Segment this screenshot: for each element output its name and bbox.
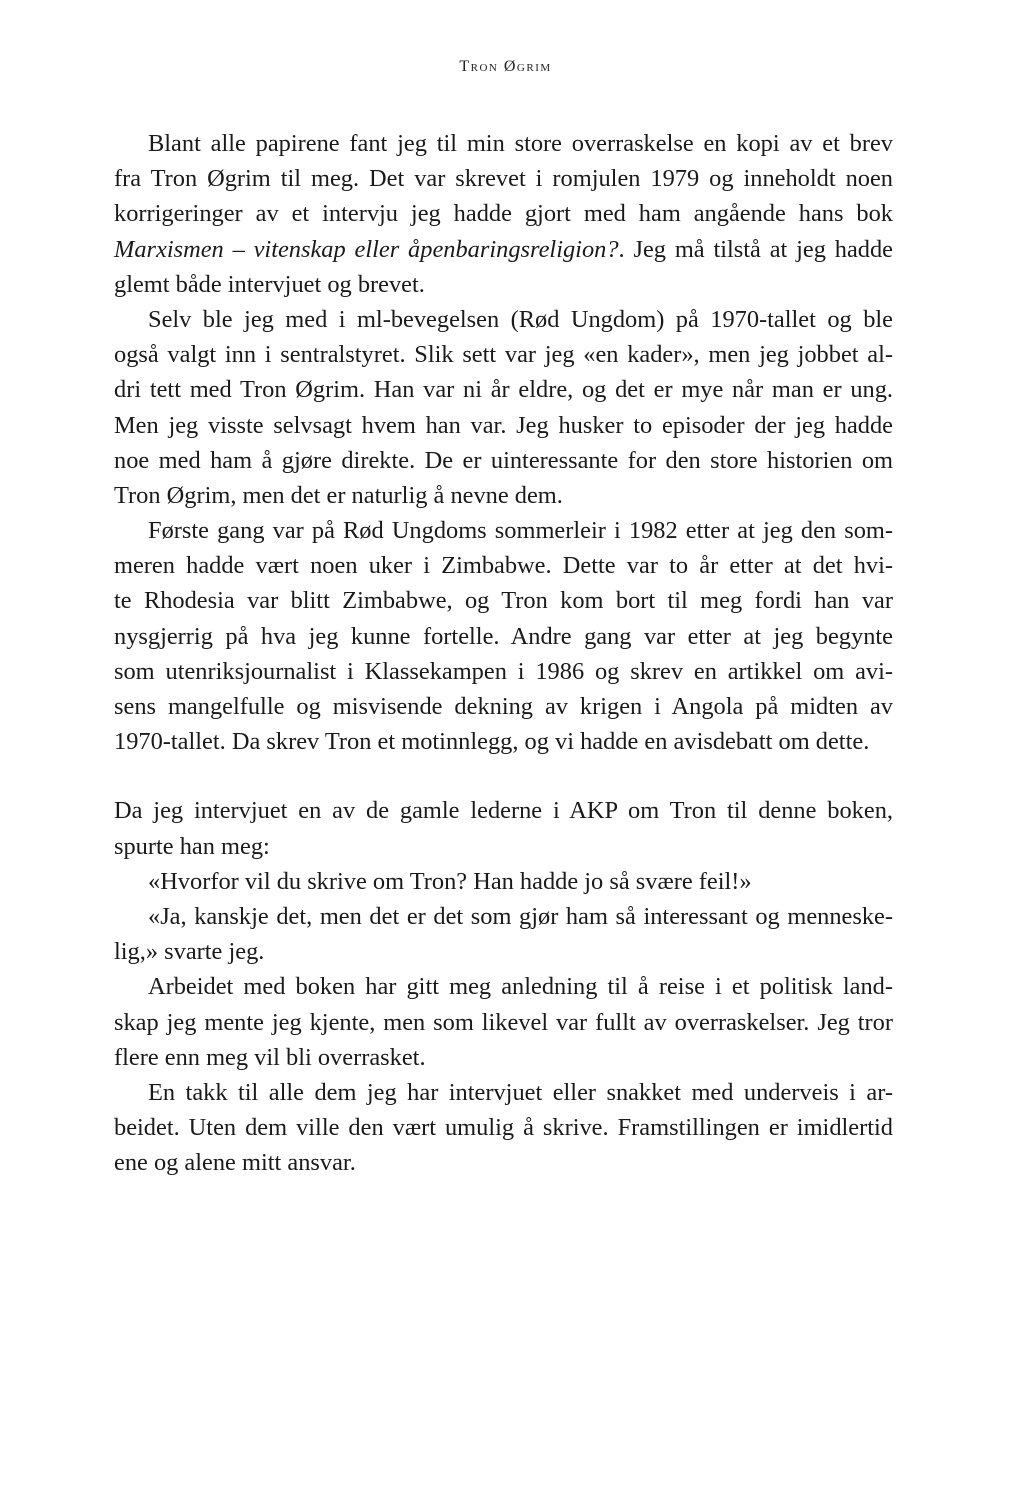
text-line: ene og alene mitt ansvar. bbox=[114, 1149, 356, 1177]
text-line: Tron Øgrim, men det er naturlig å nevne dem. bbox=[114, 481, 563, 509]
text-line: korrigeringer av et intervju jeg hadde gjort med ham angående hans bok bbox=[114, 200, 893, 228]
text-line: sens mangelfulle og misvisende dekning av krigen i Angola på midten av bbox=[114, 693, 893, 720]
running-head: Tron Øgrim bbox=[459, 58, 552, 75]
text-line: dri tett med Tron Øgrim. Han var ni år eldre, og det er mye når man er ung. bbox=[114, 376, 893, 404]
text-line: også valgt inn i sentralstyret. Slik sett var jeg «en kader», men jeg jobbet al- bbox=[114, 341, 893, 369]
text-line: Men jeg visste selvsagt hvem han var. Jeg husker to episoder der jeg hadde bbox=[114, 411, 893, 439]
text-line bbox=[114, 232, 893, 267]
text-line: «Ja, kanskje det, men det er det som gjør ham så interessant og menneske- bbox=[148, 902, 893, 930]
text-line: beidet. Uten dem ville den vært umulig å skrive. Framstillingen er imidlertid bbox=[114, 1114, 893, 1142]
text-line: fra Tron Øgrim til meg. Det var skrevet i romjulen 1979 og inneholdt noen bbox=[114, 165, 893, 193]
text-line: skap jeg mente jeg kjente, men som likevel var fullt av overraskelser. Jeg tror bbox=[114, 1008, 893, 1036]
body-text bbox=[114, 126, 893, 1180]
text-line: Arbeidet med boken har gitt meg anledning til å reise i et politisk land- bbox=[148, 973, 893, 1001]
paragraph bbox=[114, 899, 893, 969]
text-line: spurte han meg: bbox=[114, 832, 270, 860]
text-line: Da jeg intervjuet en av de gamle lederne i AKP om Tron til denne boken, bbox=[114, 797, 893, 825]
paragraph bbox=[114, 513, 893, 759]
paragraph bbox=[114, 864, 893, 899]
text-line: flere enn meg vil bli overrasket. bbox=[114, 1043, 426, 1071]
text-line: Første gang var på Rød Ungdoms sommerleir i 1982 etter at jeg den som- bbox=[148, 517, 893, 545]
text-line: glemt både intervjuet og brevet. bbox=[114, 270, 425, 298]
text-line: Selv ble jeg med i ml-bevegelsen (Rød Ungdom) på 1970-tallet og ble bbox=[148, 305, 893, 333]
text-line: meren hadde vært noen uker i Zimbabwe. Dette var to år etter at det hvi- bbox=[114, 552, 893, 580]
paragraph bbox=[114, 793, 893, 863]
text-line: lig,» svarte jeg. bbox=[114, 938, 265, 966]
book-title: Marxismen – vitenskap eller åpenbaringsreligion? bbox=[114, 235, 619, 263]
text-line: Blant alle papirene fant jeg til min store overraskelse en kopi av et brev bbox=[148, 130, 893, 157]
section-break bbox=[114, 759, 893, 793]
text-line: noe med ham å gjøre direkte. De er uinteressante for den store historien om bbox=[114, 446, 893, 474]
text-line: te Rhodesia var blitt Zimbabwe, og Tron kom bort til meg fordi han var bbox=[114, 587, 893, 615]
paragraph bbox=[114, 1075, 893, 1181]
text-fragment: . Jeg må tilstå at jeg hadde bbox=[618, 235, 893, 263]
text-line: nysgjerrig på hva jeg kunne fortelle. Andre gang var etter at jeg begynte bbox=[114, 622, 893, 650]
paragraph bbox=[114, 969, 893, 1075]
text-line: som utenriksjournalist i Klassekampen i 1986 og skrev en artikkel om avi- bbox=[114, 657, 893, 685]
text-line: En takk til alle dem jeg har intervjuet eller snakket med underveis i ar- bbox=[148, 1078, 893, 1106]
text-line: 1970-tallet. Da skrev Tron et motinnlegg, og vi hadde en avisdebatt om dette. bbox=[114, 728, 870, 756]
text-line: «Hvorfor vil du skrive om Tron? Han hadde jo så svære feil!» bbox=[148, 867, 752, 895]
paragraph bbox=[114, 302, 893, 513]
paragraph bbox=[114, 126, 893, 302]
